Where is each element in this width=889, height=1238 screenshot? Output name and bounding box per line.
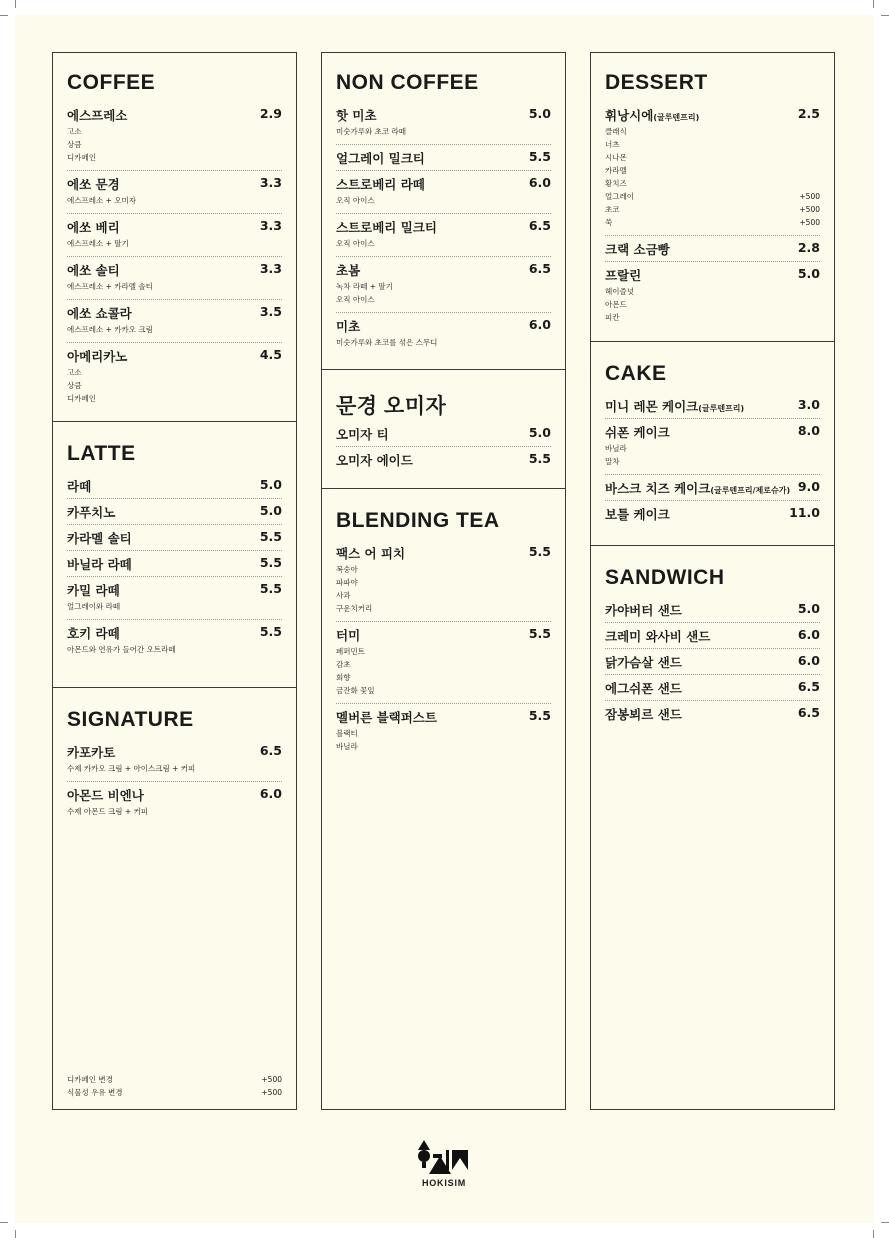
item-name-text: 미초 (336, 319, 361, 334)
item-option (67, 805, 282, 818)
menu-item (336, 626, 551, 704)
item-option (605, 177, 820, 190)
item-option (67, 194, 282, 207)
option-label: 아몬드 (605, 300, 627, 309)
menu-item (605, 266, 820, 331)
option-label: 오직 아이스 (336, 295, 375, 304)
item-name (336, 425, 389, 443)
option-label: 상큼 (67, 381, 82, 390)
menu-item (336, 175, 551, 214)
item-price: 5.0 (797, 601, 820, 616)
item-price: 6.5 (797, 705, 820, 720)
item-price: 6.5 (528, 218, 551, 233)
menu-item (336, 218, 551, 257)
item-name (605, 423, 670, 441)
item-price: 6.5 (528, 261, 551, 276)
item-price: 5.5 (259, 581, 282, 596)
item-option (67, 151, 282, 164)
item-name (67, 106, 127, 124)
item-name (67, 743, 115, 761)
option-label: 말차 (605, 457, 620, 466)
item-option (605, 138, 820, 151)
option-label: 에스프레소 + 카카오 크림 (67, 325, 153, 334)
option-label: 파파야 (336, 578, 358, 587)
item-option (67, 125, 282, 138)
menu-item (336, 451, 551, 473)
item-price: 5.5 (528, 149, 551, 164)
item-name-text: 에쏘 솔티 (67, 263, 120, 278)
option-extra: +500 (799, 192, 820, 201)
option-label: 페퍼민트 (336, 647, 365, 656)
brand-name: HOKISIM (421, 1178, 467, 1188)
item-option (336, 645, 551, 658)
item-option (67, 643, 282, 656)
item-price: 5.0 (528, 425, 551, 440)
option-label: 시나몬 (605, 153, 627, 162)
option-label: 구운치커리 (336, 604, 373, 613)
item-name (605, 106, 699, 124)
menu-section-blending-tea (322, 488, 565, 751)
menu-item (605, 653, 820, 675)
item-option (336, 576, 551, 589)
footnote-label: 식물성 우유 변경 (67, 1088, 123, 1097)
menu-item (605, 705, 820, 727)
item-name (605, 479, 790, 497)
menu-item (605, 505, 820, 527)
item-name-text: 카포카토 (67, 745, 116, 760)
footnote-row (67, 1073, 282, 1086)
item-option (336, 280, 551, 293)
menu-item (336, 261, 551, 313)
option-label: 고소 (67, 127, 82, 136)
item-option (336, 740, 551, 753)
option-label: 복숭아 (336, 565, 358, 574)
menu-item (67, 477, 282, 499)
hokisim-logo-icon (418, 1140, 470, 1174)
menu-column-3 (590, 52, 835, 1110)
menu-item (67, 581, 282, 620)
item-price: 6.0 (528, 317, 551, 332)
option-label: 사과 (336, 591, 351, 600)
item-price: 2.8 (797, 240, 820, 255)
option-label: 쑥 (605, 218, 613, 227)
item-option (336, 237, 551, 250)
item-name-text: 바닐라 라떼 (67, 557, 132, 572)
menu-item (605, 601, 820, 623)
item-name-text: 멜버른 블랙퍼스트 (336, 710, 437, 725)
item-option (67, 280, 282, 293)
item-option (336, 194, 551, 207)
item-name-text: 아메리카노 (67, 349, 128, 364)
option-label: 오직 아이스 (336, 196, 375, 205)
item-name-text: 닭가슴살 샌드 (605, 655, 682, 670)
menu-item (67, 175, 282, 214)
item-name (67, 529, 132, 547)
crop-mark (15, 1230, 16, 1238)
item-name (67, 477, 91, 495)
item-name-text: 바스크 치즈 케이크 (605, 481, 711, 496)
item-name (67, 175, 120, 193)
option-label: 고소 (67, 368, 82, 377)
item-name-text: 에그쉬폰 샌드 (605, 681, 682, 696)
menu-item (605, 627, 820, 649)
item-option (67, 366, 282, 379)
item-option (605, 455, 820, 468)
item-name-text: 초봄 (336, 263, 361, 278)
menu-column-2 (321, 52, 566, 1110)
item-price: 3.3 (259, 261, 282, 276)
item-name-text: 카라멜 솔티 (67, 531, 132, 546)
option-label: 바닐라 (336, 742, 358, 751)
option-label: 회향 (336, 673, 351, 682)
menu-item (67, 529, 282, 551)
item-price: 5.5 (259, 529, 282, 544)
item-name-text: 팩스 어 피치 (336, 546, 406, 561)
item-price: 5.5 (528, 626, 551, 641)
item-option (605, 190, 820, 203)
item-note: (글루텐프리) (698, 404, 745, 413)
crop-mark (881, 15, 889, 16)
option-label: 클래식 (605, 127, 627, 136)
item-name (67, 555, 132, 573)
option-label: 얼그레이와 라떼 (67, 602, 121, 611)
item-name-text: 카밀 라떼 (67, 583, 120, 598)
item-name-text: 핫 미초 (336, 108, 377, 123)
option-label: 블랙티 (336, 729, 358, 738)
item-option (336, 293, 551, 306)
item-option (605, 298, 820, 311)
item-option (67, 138, 282, 151)
item-option (336, 727, 551, 740)
option-label: 수제 카카오 크림 + 아이스크림 + 커피 (67, 764, 196, 773)
item-price: 3.0 (797, 397, 820, 412)
crop-mark (873, 1230, 874, 1238)
option-label: 금잔화 꽃잎 (336, 686, 375, 695)
item-option (336, 602, 551, 615)
item-price: 5.0 (259, 477, 282, 492)
item-name-text: 호키 라떼 (67, 626, 120, 641)
item-name (336, 544, 405, 562)
item-option (67, 762, 282, 775)
item-option (605, 164, 820, 177)
section-title: SIGNATURE (67, 708, 194, 731)
menu-item (67, 218, 282, 257)
item-price: 6.0 (259, 786, 282, 801)
item-name (605, 397, 744, 415)
section-title: SANDWICH (605, 566, 725, 589)
menu-section-문경-오미자 (322, 369, 565, 468)
item-option (605, 442, 820, 455)
item-name-text: 잠봉뵈르 샌드 (605, 707, 682, 722)
menu-item (67, 555, 282, 577)
item-name-text: 미니 레몬 케이크 (605, 399, 699, 414)
crop-mark (873, 0, 874, 8)
option-label: 에스프레소 + 딸기 (67, 239, 129, 248)
item-price: 2.5 (797, 106, 820, 121)
item-name-text: 에쏘 베리 (67, 220, 120, 235)
item-option (67, 600, 282, 613)
item-name-text: 휘낭시에 (605, 108, 654, 123)
section-title: COFFEE (67, 71, 156, 94)
item-name-text: 오미자 티 (336, 427, 389, 442)
menu-section-signature (53, 687, 296, 816)
item-name-text: 크랙 소금빵 (605, 242, 670, 257)
item-name-text: 라떼 (67, 479, 92, 494)
section-title: CAKE (605, 362, 667, 385)
item-price: 6.5 (259, 743, 282, 758)
item-price: 3.3 (259, 175, 282, 190)
item-price: 9.0 (797, 479, 820, 494)
item-name-text: 보틀 케이크 (605, 507, 670, 522)
item-price: 5.5 (528, 708, 551, 723)
menu-item (336, 317, 551, 356)
item-name-text: 오미자 에이드 (336, 453, 413, 468)
item-price: 5.0 (528, 106, 551, 121)
item-name (605, 653, 682, 671)
item-name (67, 624, 120, 642)
item-name-text: 카야버터 샌드 (605, 603, 682, 618)
item-name-text: 에쏘 쇼콜라 (67, 306, 132, 321)
item-name (336, 317, 360, 335)
option-label: 바닐라 (605, 444, 627, 453)
item-option (605, 125, 820, 138)
item-name (336, 708, 437, 726)
item-price: 5.5 (259, 555, 282, 570)
item-name (605, 266, 641, 284)
item-name (336, 451, 413, 469)
menu-item (67, 786, 282, 825)
item-option (605, 311, 820, 324)
footnote-label: 디카페인 변경 (67, 1075, 113, 1084)
crop-mark (0, 1222, 8, 1223)
item-option (336, 125, 551, 138)
option-label: 미숫가루와 초코를 섞은 스무디 (336, 338, 438, 347)
item-name (67, 218, 120, 236)
item-name-text: 카푸치노 (67, 505, 116, 520)
item-price: 5.0 (259, 503, 282, 518)
menu-item (336, 708, 551, 760)
item-name-text: 에쏘 문경 (67, 177, 120, 192)
item-price: 6.0 (528, 175, 551, 190)
item-name (67, 581, 120, 599)
item-note: (글루텐프리) (653, 113, 700, 122)
option-label: 너츠 (605, 140, 620, 149)
menu-item (605, 423, 820, 475)
section-title: 문경 오미자 (336, 395, 447, 418)
item-name (605, 705, 682, 723)
item-name-text: 얼그레이 밀크티 (336, 151, 425, 166)
item-name-text: 스트로베리 밀크티 (336, 220, 437, 235)
footnote-row (67, 1086, 282, 1099)
menu-item (67, 624, 282, 663)
item-name (336, 626, 360, 644)
menu-item (605, 106, 820, 236)
option-label: 수제 아몬드 크림 + 커피 (67, 807, 149, 816)
option-label: 에스프레소 + 오미자 (67, 196, 137, 205)
item-name (336, 261, 360, 279)
item-option (336, 684, 551, 697)
menu-item (605, 397, 820, 419)
menu-section-cake (591, 341, 834, 522)
item-price: 2.9 (259, 106, 282, 121)
item-price: 5.5 (528, 451, 551, 466)
option-label: 상큼 (67, 140, 82, 149)
menu-item (67, 261, 282, 300)
item-option (336, 671, 551, 684)
item-name (336, 106, 377, 124)
item-price: 5.0 (797, 266, 820, 281)
item-name-text: 아몬드 비엔나 (67, 788, 144, 803)
item-option (605, 216, 820, 229)
item-option (336, 589, 551, 602)
menu-item (605, 679, 820, 701)
menu-section-latte (53, 421, 296, 654)
item-name (67, 786, 144, 804)
item-price: 11.0 (789, 505, 820, 520)
menu-item (67, 106, 282, 171)
item-option (67, 392, 282, 405)
item-price: 5.5 (259, 624, 282, 639)
item-name-text: 터미 (336, 628, 361, 643)
item-name (67, 347, 127, 365)
item-name (67, 304, 132, 322)
section-title: DESSERT (605, 71, 708, 94)
item-name (336, 175, 425, 193)
option-label: 미숫가루와 초코 라떼 (336, 127, 406, 136)
item-option (67, 237, 282, 250)
item-name (605, 505, 670, 523)
option-label: 에스프레소 + 카라멜 솔티 (67, 282, 153, 291)
item-name-text: 프랄린 (605, 268, 642, 283)
item-price: 6.5 (797, 679, 820, 694)
option-label: 얼그레이 (605, 192, 634, 201)
item-note: (글루텐프리/제로슈가) (710, 486, 791, 495)
menu-item (336, 106, 551, 145)
item-option (67, 323, 282, 336)
option-label: 디카페인 (67, 394, 96, 403)
brand-logo (409, 1140, 479, 1188)
item-name (605, 627, 710, 645)
option-label: 초코 (605, 205, 620, 214)
item-name (336, 149, 425, 167)
item-name-text: 스트로베리 라떼 (336, 177, 425, 192)
item-option (336, 563, 551, 576)
footnote-extra: +500 (261, 1075, 282, 1084)
menu-item (67, 503, 282, 525)
item-name (336, 218, 437, 236)
crop-mark (881, 1222, 889, 1223)
option-label: 오직 아이스 (336, 239, 375, 248)
menu-section-sandwich (591, 545, 834, 722)
option-label: 감초 (336, 660, 351, 669)
item-option (605, 285, 820, 298)
item-name (67, 261, 120, 279)
item-price: 3.5 (259, 304, 282, 319)
option-label: 헤이즐넛 (605, 287, 634, 296)
item-price: 4.5 (259, 347, 282, 362)
crop-mark (15, 0, 16, 8)
item-name (605, 240, 670, 258)
option-extra: +500 (799, 205, 820, 214)
section-title: LATTE (67, 442, 136, 465)
menu-item (336, 544, 551, 622)
option-extra: +500 (799, 218, 820, 227)
item-name-text: 쉬폰 케이크 (605, 425, 670, 440)
menu-item (67, 347, 282, 412)
item-name (605, 679, 682, 697)
menu-item (336, 149, 551, 171)
item-option (336, 658, 551, 671)
menu-item (336, 425, 551, 447)
item-option (605, 151, 820, 164)
option-label: 피칸 (605, 313, 620, 322)
item-price: 6.0 (797, 627, 820, 642)
menu-item (67, 743, 282, 782)
item-name-text: 크레미 와사비 샌드 (605, 629, 711, 644)
crop-mark (0, 15, 8, 16)
item-price: 8.0 (797, 423, 820, 438)
item-name (605, 601, 682, 619)
item-price: 5.5 (528, 544, 551, 559)
item-option (605, 203, 820, 216)
menu-item (605, 240, 820, 262)
section-title: NON COFFEE (336, 71, 479, 94)
menu-item (605, 479, 820, 501)
item-price: 3.3 (259, 218, 282, 233)
option-label: 녹차 라떼 + 딸기 (336, 282, 393, 291)
option-label: 카라멜 (605, 166, 627, 175)
item-option (67, 379, 282, 392)
menu-column-1 (52, 52, 297, 1110)
item-option (336, 336, 551, 349)
footnote-extra: +500 (261, 1088, 282, 1097)
option-label: 아몬드와 연유가 들어간 오트라떼 (67, 645, 176, 654)
item-name (67, 503, 115, 521)
menu-item (67, 304, 282, 343)
option-label: 황치즈 (605, 179, 627, 188)
item-price: 6.0 (797, 653, 820, 668)
section-title: BLENDING TEA (336, 509, 500, 532)
item-name-text: 에스프레소 (67, 108, 128, 123)
option-label: 디카페인 (67, 153, 96, 162)
